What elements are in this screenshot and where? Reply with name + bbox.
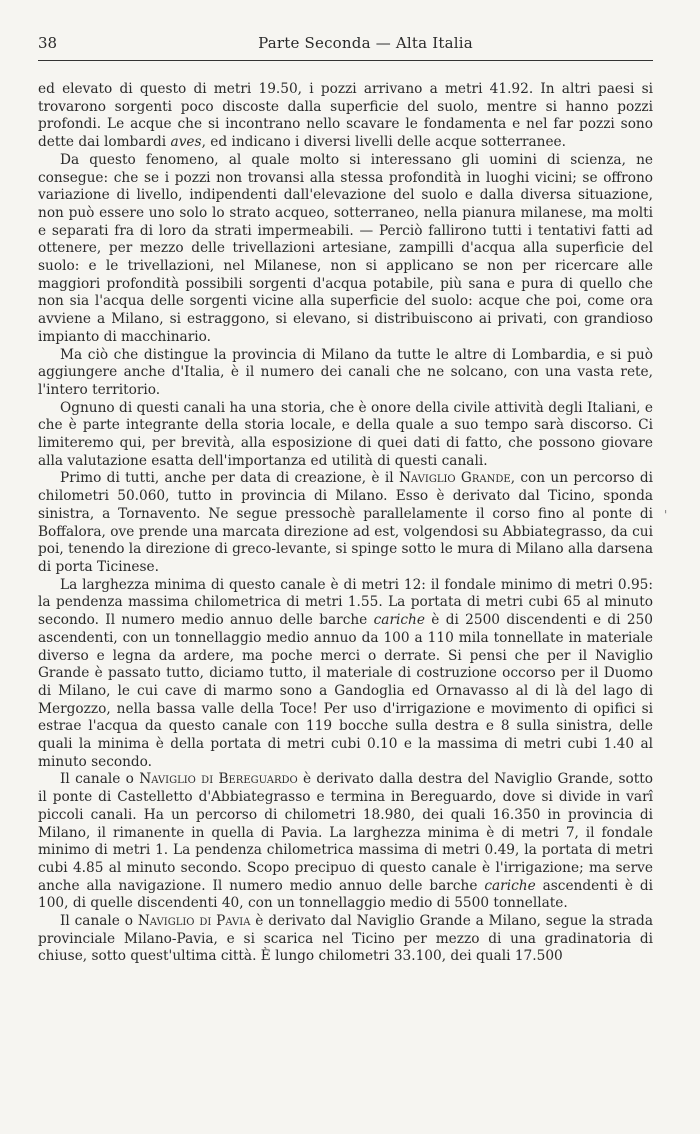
paragraph-text: è di 2500 discendenti e di 250 ascendenti, con un tonnellaggio medio annuo da 100 a 110 mila tonnellate in materiale diverso e legna da ardere, ma poche merci o derrate. Si pensi che per il Naviglio Grande è passato tutto, diciamo tutto, il materiale di costruzione occorso per il Duomo di Milano, le cui cave di marmo sono a Gandoglia ed Ornavasso al di là del lago di Mergozzo, nella bassa valle della Toce! Per uso d'irrigazione e movimento di opifici si estrae l'acqua da questo canale con 119 bocche sulla destra e 8 sulla sinistra, delle quali la minima è della portata di metri cubi 0.10 e la massima di metri cubi 1.40 al minuto secondo. [38, 612, 653, 770]
paragraph-text: ed elevato di questo di metri 19.50, i pozzi arrivano a metri 41.92. In altri paesi si trovarono sorgenti poco discoste dalla superficie del suolo, mentre si hanno pozzi profondi. Le acque che si incontrano nello scavare le fondamenta e nel far pozzi sono dette dai lombardi [38, 81, 653, 151]
emphasis-text: cariche [373, 612, 425, 629]
running-title: Parte Seconda — Alta Italia [258, 34, 473, 52]
emphasis-text: cariche [484, 877, 536, 894]
paragraph-text: , ed indicano i diversi livelli delle acque sotterranee. [201, 134, 567, 151]
paragraph [38, 400, 653, 471]
margin-mark: ' [664, 508, 668, 522]
canal-name: Naviglio di Bereguardo [139, 771, 298, 788]
emphasis-text: aves [170, 134, 202, 151]
page-number: 38 [38, 34, 58, 52]
paragraph [38, 81, 653, 152]
paragraph [38, 913, 653, 966]
paragraph [38, 771, 653, 913]
paragraph-text: è derivato dalla destra del Naviglio Grande, sotto il ponte di Castelletto d'Abbiategrasso e termina in Bereguardo, dove si divide in varî piccoli canali. Ha un percorso di chilometri 18.980, dei quali 16.350 in provincia di Milano, il rimanente in quella di Pavia. La larghezza minima è di metri 7, il fondale minimo di metri 1. La pendenza chilometrica massima di metri 0.49, la portata di metri cubi 4.85 al minuto secondo. Scopo precipuo di questo canale è l'irrigazione; ma serve anche alla navigazione. Il numero medio annuo delle barche [38, 771, 654, 894]
paragraph-text: Primo di tutti, anche per data di creazione, è il [60, 470, 399, 487]
paragraph-text: Il canale o [60, 771, 140, 788]
paragraph-text: ascendenti è di 100, di quelle discendenti 40, con un tonnellaggio medio di 5500 tonnellate. [38, 877, 653, 912]
body-text [38, 81, 653, 966]
paragraph-text: , con un percorso di chilometri 50.060, tutto in provincia di Milano. Esso è derivato dal Ticino, sponda sinistra, a Tornavento. Ne segue pressochè parallelamente il corso fino al ponte di Boffalora, ove prende una marcata direzione ad est, volgendosi su Abbiategrasso, da cui poi, tenendo la direzione di greco-levante, si spinge sotto le mura di Milano alla darsena di porta Ticinese. [38, 470, 653, 575]
paragraph [38, 152, 653, 347]
canal-name: Naviglio di Pavia [137, 913, 251, 930]
paragraph-text: Ma ciò che distingue la provincia di Milano da tutte le altre di Lombardia, e si può aggiungere anche d'Italia, è il numero dei canali che ne solcano, con una vasta rete, l'intero territorio. [38, 346, 653, 398]
header-rule [38, 60, 653, 61]
running-head [38, 30, 653, 56]
paragraph-text: Ognuno di questi canali ha una storia, che è onore della civile attività degli Italiani, e che è parte integrante della storia locale, e della quale a suo tempo sarà discorso. Ci limiteremo qui, per brevità, alla esposizione di quei dati di fatto, che possono giovare alla valutazione esatta dell'importanza ed utilità di questi canali. [38, 399, 653, 469]
canal-name: Naviglio Grande [398, 470, 511, 487]
paragraph-text: Da questo fenomeno, al quale molto si interessano gli uomini di scienza, ne consegue: che se i pozzi non trovansi alla stessa profondità in luoghi vicini; se offrono variazione di livello, indipendenti dall'elevazione del suolo e dalla diversa situazione, non può essere uno solo lo strato acqueo, sotterraneo, nella pianura milanese, ma molti e separati fra di loro da strati impermeabili. — Perciò fallirono tutti i tentativi fatti ad ottenere, per mezzo delle trivellazioni artesiane, zampilli d'acqua alla superficie del suolo: e le trivellazioni, nel Milanese, non si applicano se non per ricercare alle maggiori profondità possibili sorgenti d'acqua potabile, più sana e pura di quello che non sia l'acqua delle sorgenti vicine alla superficie del suolo: acque che poi, come ora avviene a Milano, si estraggono, si elevano, si distribuiscono ai privati, con grandioso impianto di macchinario. [38, 151, 653, 345]
paragraph [38, 577, 653, 772]
paragraph [38, 347, 653, 400]
paragraph-text: è derivato dal Naviglio Grande a Milano, segue la strada provinciale Milano-Pavia, e si scarica nel Ticino per mezzo di una gradinatoria di chiuse, sotto quest'ultima città. È lungo chilometri 33.100, dei quali 17.500 [38, 913, 653, 965]
paragraph [38, 470, 653, 576]
paragraph-text: Il canale o [60, 913, 138, 930]
paragraph-text: La larghezza minima di questo canale è di metri 12: il fondale minimo di metri 0.95: la pendenza massima chilometrica di metri 1.55. La portata di metri cubi 65 al minuto secondo. Il numero medio annuo delle barche [38, 576, 653, 629]
